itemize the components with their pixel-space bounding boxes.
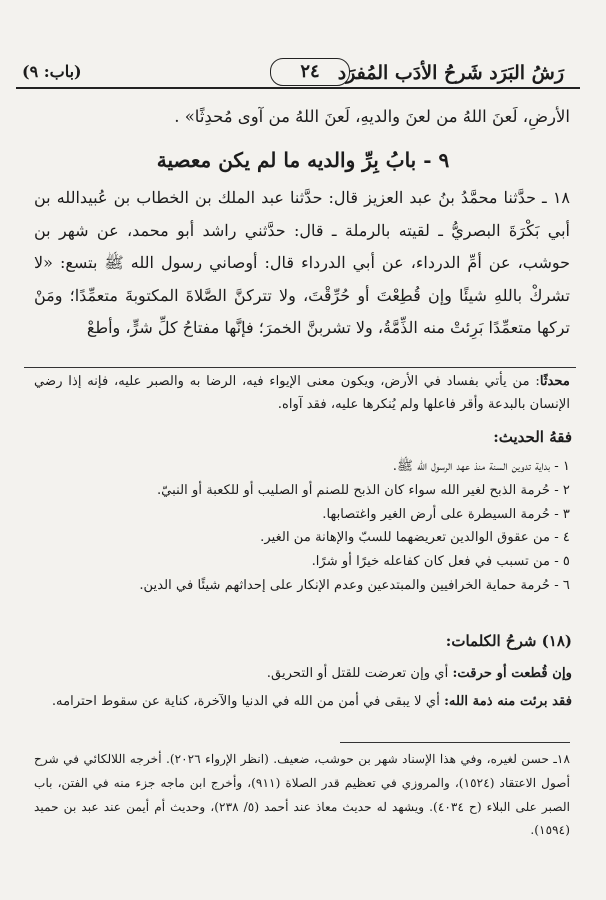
footnote: ١٨ـ حسن لغيره، وفي هذا الإسناد شهر بن حوشب، ضعيف. (انظر الإرواء ٢٠٢٦). أخرجه اللالكائي في شرح أصول الاعتقاد (١٥٢٤)، والمروزي في تعظيم قدر الصلاة (٩١١)، وأخرج ابن ماجه جزء منه في الفتن، باب الصبر على البلاء (ح ٤٠٣٤). ويشهد له حديث معاذ عند أحمد (٥/ ٢٣٨)، وحديث أم أيمن عند عبد بن حميد (١٥٩٤). <box>34 752 571 838</box>
word-term: فقد برئت منه ذمة الله: <box>444 694 572 709</box>
gloss-term: محدثًا <box>539 374 570 389</box>
fiqh-list <box>60 455 570 598</box>
word-explanations <box>40 660 572 716</box>
fiqh-item: ٦ - حُرمة حماية الخرافيين والمبتدعين وعدم الإنكار على إحداثهم شيئًا في الدين. <box>139 577 570 593</box>
word-meaning: أي وإن تعرضت للقتل أو التحريق. <box>266 666 449 681</box>
page-number: ٢٤ <box>270 58 350 86</box>
footnote-divider <box>340 742 570 743</box>
header-divider <box>16 87 580 89</box>
word-entry <box>40 688 572 716</box>
gloss-divider <box>24 367 576 368</box>
fiqh-heading: فقهُ الحديث: <box>493 428 572 446</box>
fiqh-item: ٥ - من تسبب في فعل كان كفاعله خيرًا أو شرًا. <box>311 554 570 570</box>
hadith-text: ١٨ ـ حدَّثنا محمَّدُ بنُ عبد العزيز قال: حدَّثنا عبد الملك بن الخطاب بن عُبيدالله بن أبي بَكْرَةَ البصريُّ ـ لقيته بالرملة ـ قال: حدَّثني راشد أبو محمد، عن شهر بن حوشب، عن أمِّ الدرداء، عن أبي الدرداء قال: أوصاني رسول الله ﷺ بتسع: «لا تشركْ باللهِ شيئًا وإن قُطِعْتَ أو حُرِّقْتَ، ولا تتركنَّ الصَّلاةَ المكتوبةَ متعمِّدًا؛ ومَنْ تركها متعمِّدًا بَرِئتْ منه الذِّمَّةُ، ولا تشربنَّ الخمرَ؛ فإنَّها مفتاحُ كلِّ شرٍّ، وأطعْ <box>34 188 570 338</box>
continuation-text: الأرضِ، لَعنَ اللهُ من لعنَ والديهِ، لَعنَ اللهُ من آوى مُحدِثًا» . <box>174 107 570 126</box>
word-meaning: أي لا يبقى في أمن من الله في الدنيا والآخرة، كناية عن سقوط احترامه. <box>51 694 440 709</box>
section-heading: ٩ - بابُ بِرِّ والديه ما لم يكن معصية <box>156 148 450 172</box>
word-explanation-heading: (١٨) شرحُ الكلمات: <box>445 632 572 650</box>
fiqh-item: ٣ - حُرمة السيطرة على أرض الغير واغتصابها. <box>322 506 570 522</box>
fiqh-item: ٤ - من عقوق الوالدين تعريضهما للسبّ والإهانة من الغير. <box>260 530 570 546</box>
fiqh-item: ٢ - حُرمة الذبح لغير الله سواء كان الذبح للصنم أو الصليب أو للكعبة أو النبيّ. <box>156 482 570 498</box>
fiqh-item: ١ - بداية تدوين السنة منذ عهد الرسول الله ﷺ. <box>392 459 570 474</box>
gloss-text: : من يأتي بفساد في الأرض، ويكون معنى الإيواء فيه، الرضا به والصبر عليه، فإنه إذا رضي الإنسان بالبدعة وأقر فاعلها ولم يُنكرها عليه، فقد آواه. <box>34 374 570 412</box>
chapter-reference: (باب: ٩) <box>22 62 82 81</box>
word-term: وإن قُطعت أو حرقت: <box>452 666 572 681</box>
word-entry <box>40 660 572 688</box>
gloss-note <box>34 371 570 416</box>
running-title: رَشُ البَرَد شَرحُ الأدَب المُفرَد <box>337 62 564 84</box>
